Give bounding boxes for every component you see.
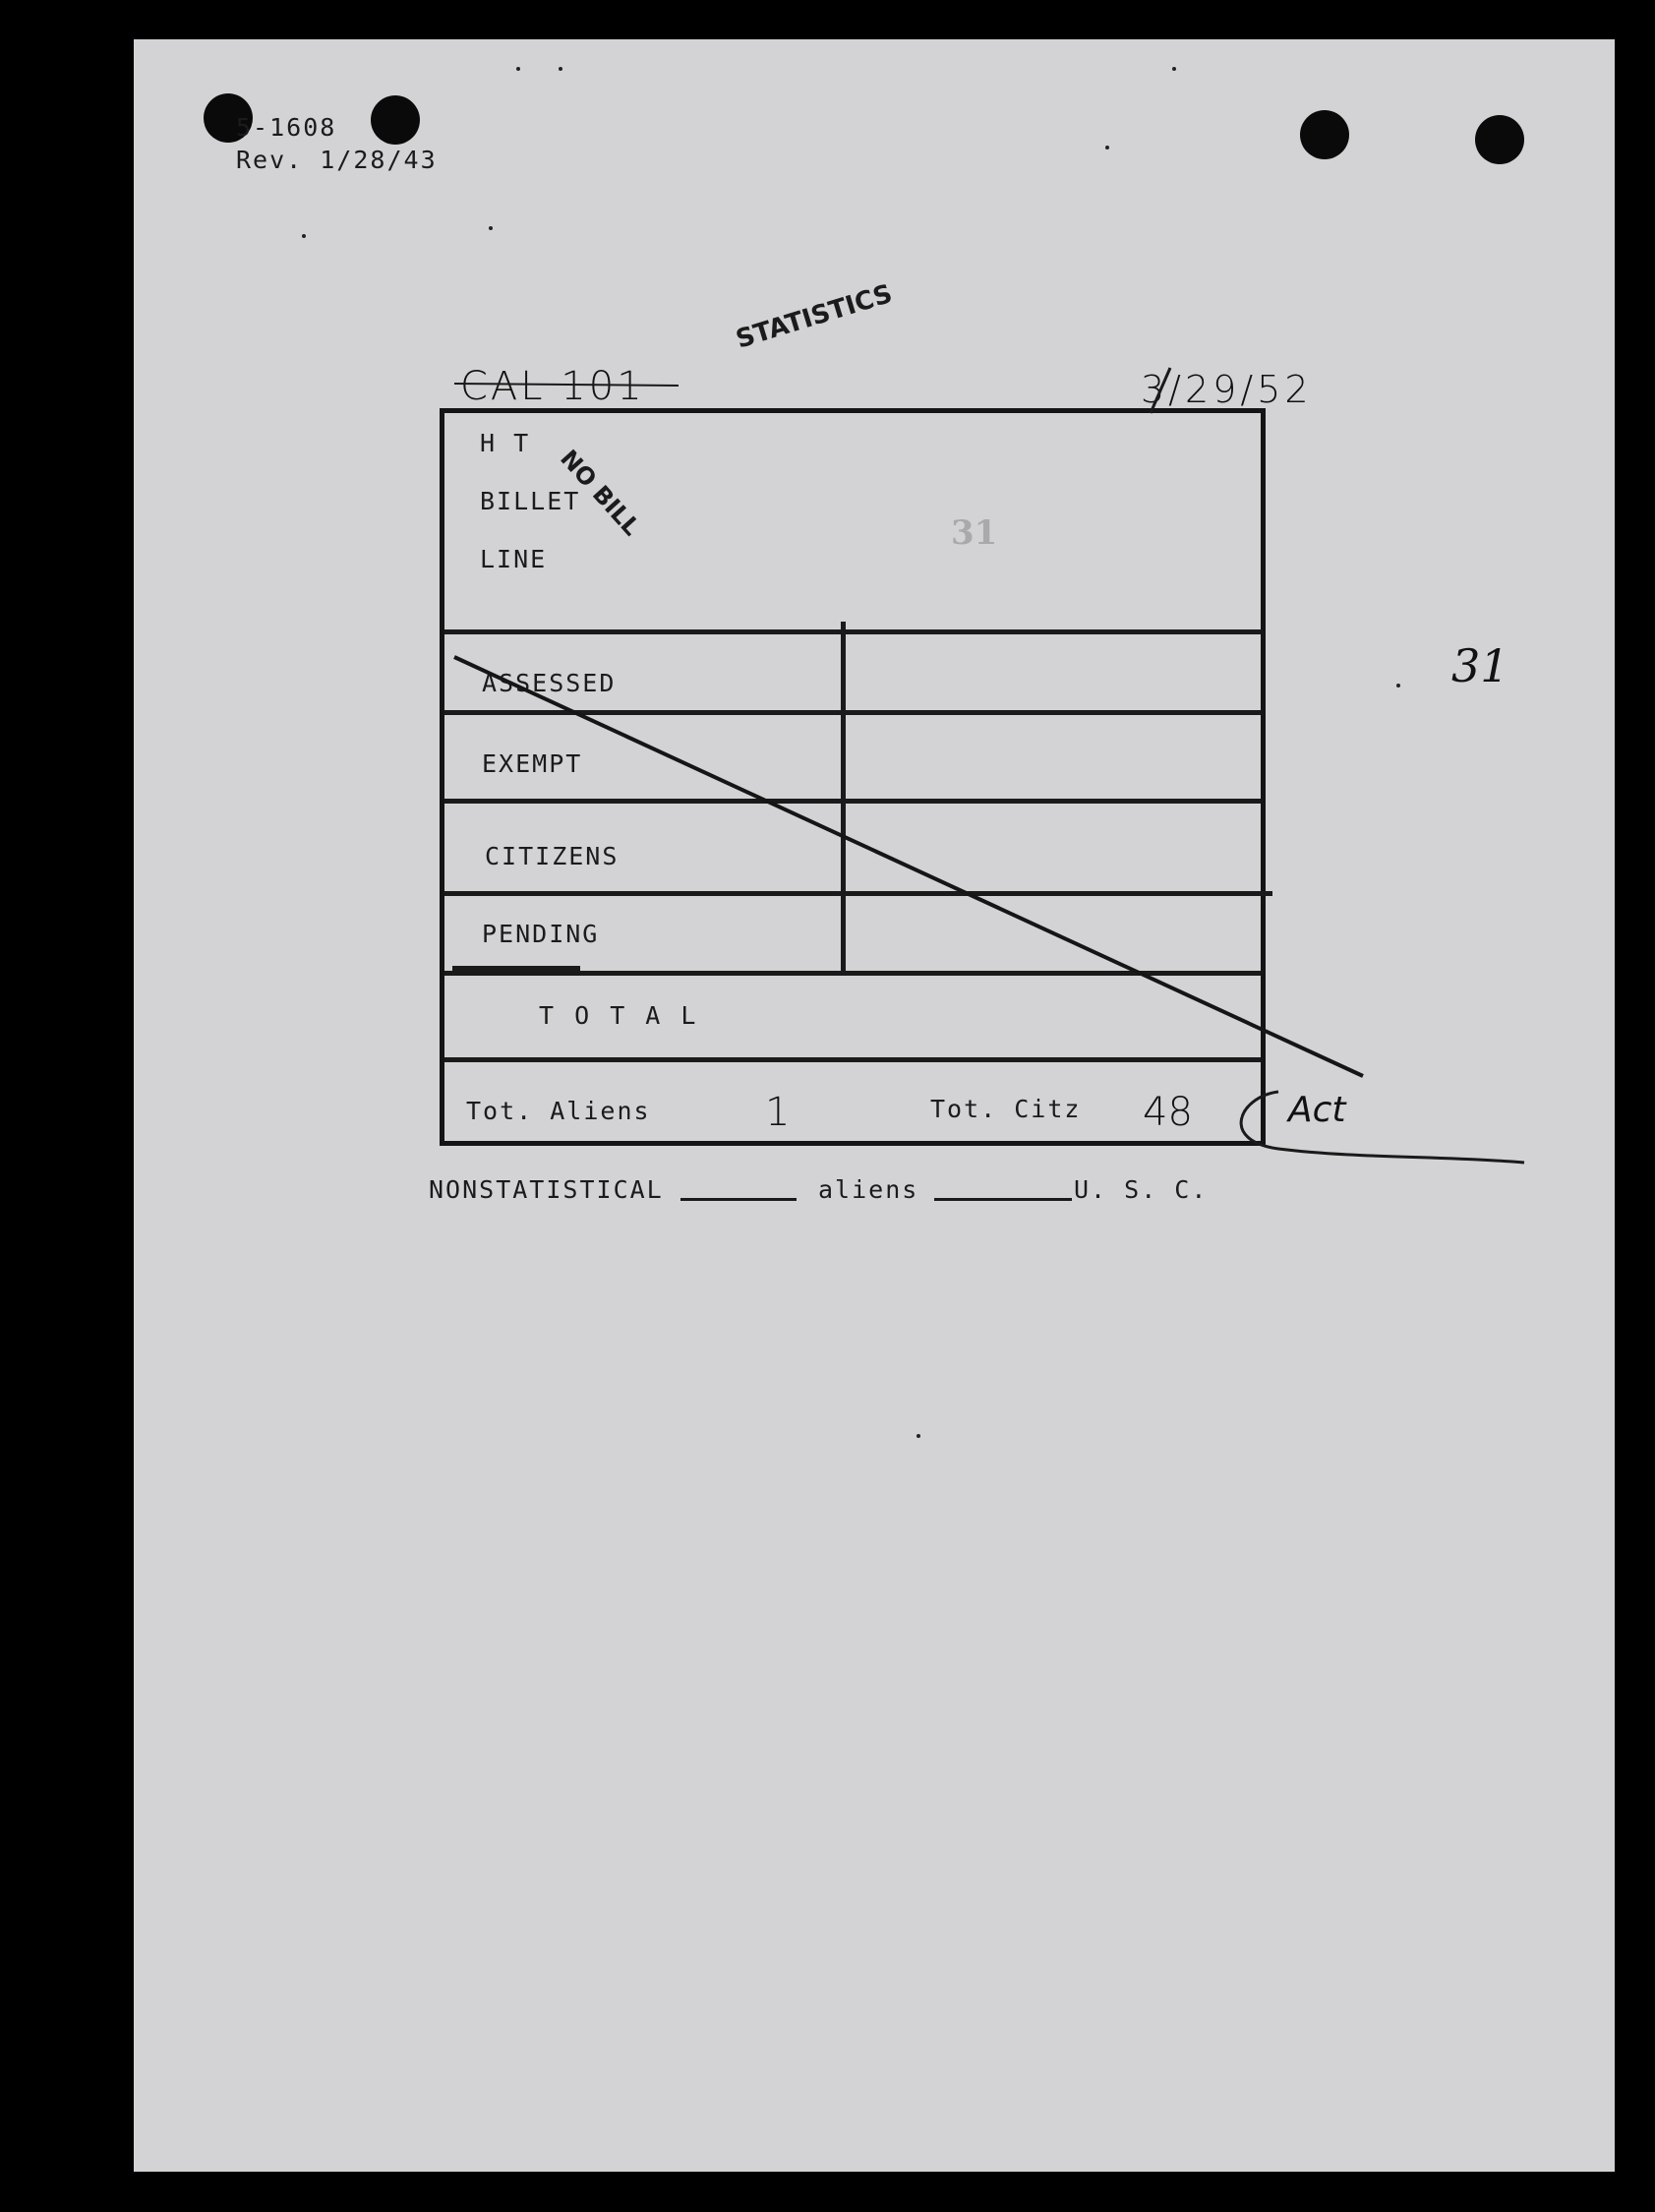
speck xyxy=(516,67,520,71)
page-number: 31 xyxy=(1451,639,1509,692)
total-label: T O T A L xyxy=(539,1001,699,1030)
row-assessed: ASSESSED xyxy=(482,669,617,697)
aliens-label: aliens xyxy=(818,1175,919,1204)
header-row-line: LINE xyxy=(480,545,548,573)
tot-aliens-value: 1 xyxy=(765,1090,791,1135)
no-bill-stamp: NO BILL xyxy=(555,445,646,541)
handwritten-code: CAL 101 xyxy=(460,364,645,409)
speck xyxy=(559,67,562,71)
speck xyxy=(302,234,306,238)
revision-date: Rev. 1/28/43 xyxy=(236,146,438,174)
row-citizens: CITIZENS xyxy=(485,842,620,870)
header-row-ht: H T xyxy=(480,429,531,457)
ink-loop xyxy=(1241,1092,1524,1163)
code-underline xyxy=(454,384,679,386)
date-slash xyxy=(1151,368,1170,413)
row-exempt: EXEMPT xyxy=(482,749,583,778)
usc-label: U. S. C. xyxy=(1074,1175,1209,1204)
handwritten-date: 3/29/52 xyxy=(1141,368,1313,411)
strike-through-line xyxy=(454,657,1363,1076)
statistics-stamp: STATISTICS xyxy=(733,278,896,355)
speck xyxy=(489,226,493,230)
faint-number: 31 xyxy=(951,513,998,553)
tot-aliens-label: Tot. Aliens xyxy=(466,1097,651,1125)
initials: Act xyxy=(1288,1090,1346,1130)
speck xyxy=(1172,67,1176,71)
row-pending: PENDING xyxy=(482,920,600,948)
speck xyxy=(1105,146,1109,149)
header-row-billet: BILLET xyxy=(480,487,581,515)
tot-cit-label: Tot. Citz xyxy=(930,1095,1082,1123)
tot-cit-value: 48 xyxy=(1143,1090,1193,1135)
speck xyxy=(1396,684,1400,688)
speck xyxy=(916,1434,920,1438)
form-number: 5-1608 xyxy=(236,113,337,142)
nonstatistical-label: NONSTATISTICAL xyxy=(429,1175,664,1204)
